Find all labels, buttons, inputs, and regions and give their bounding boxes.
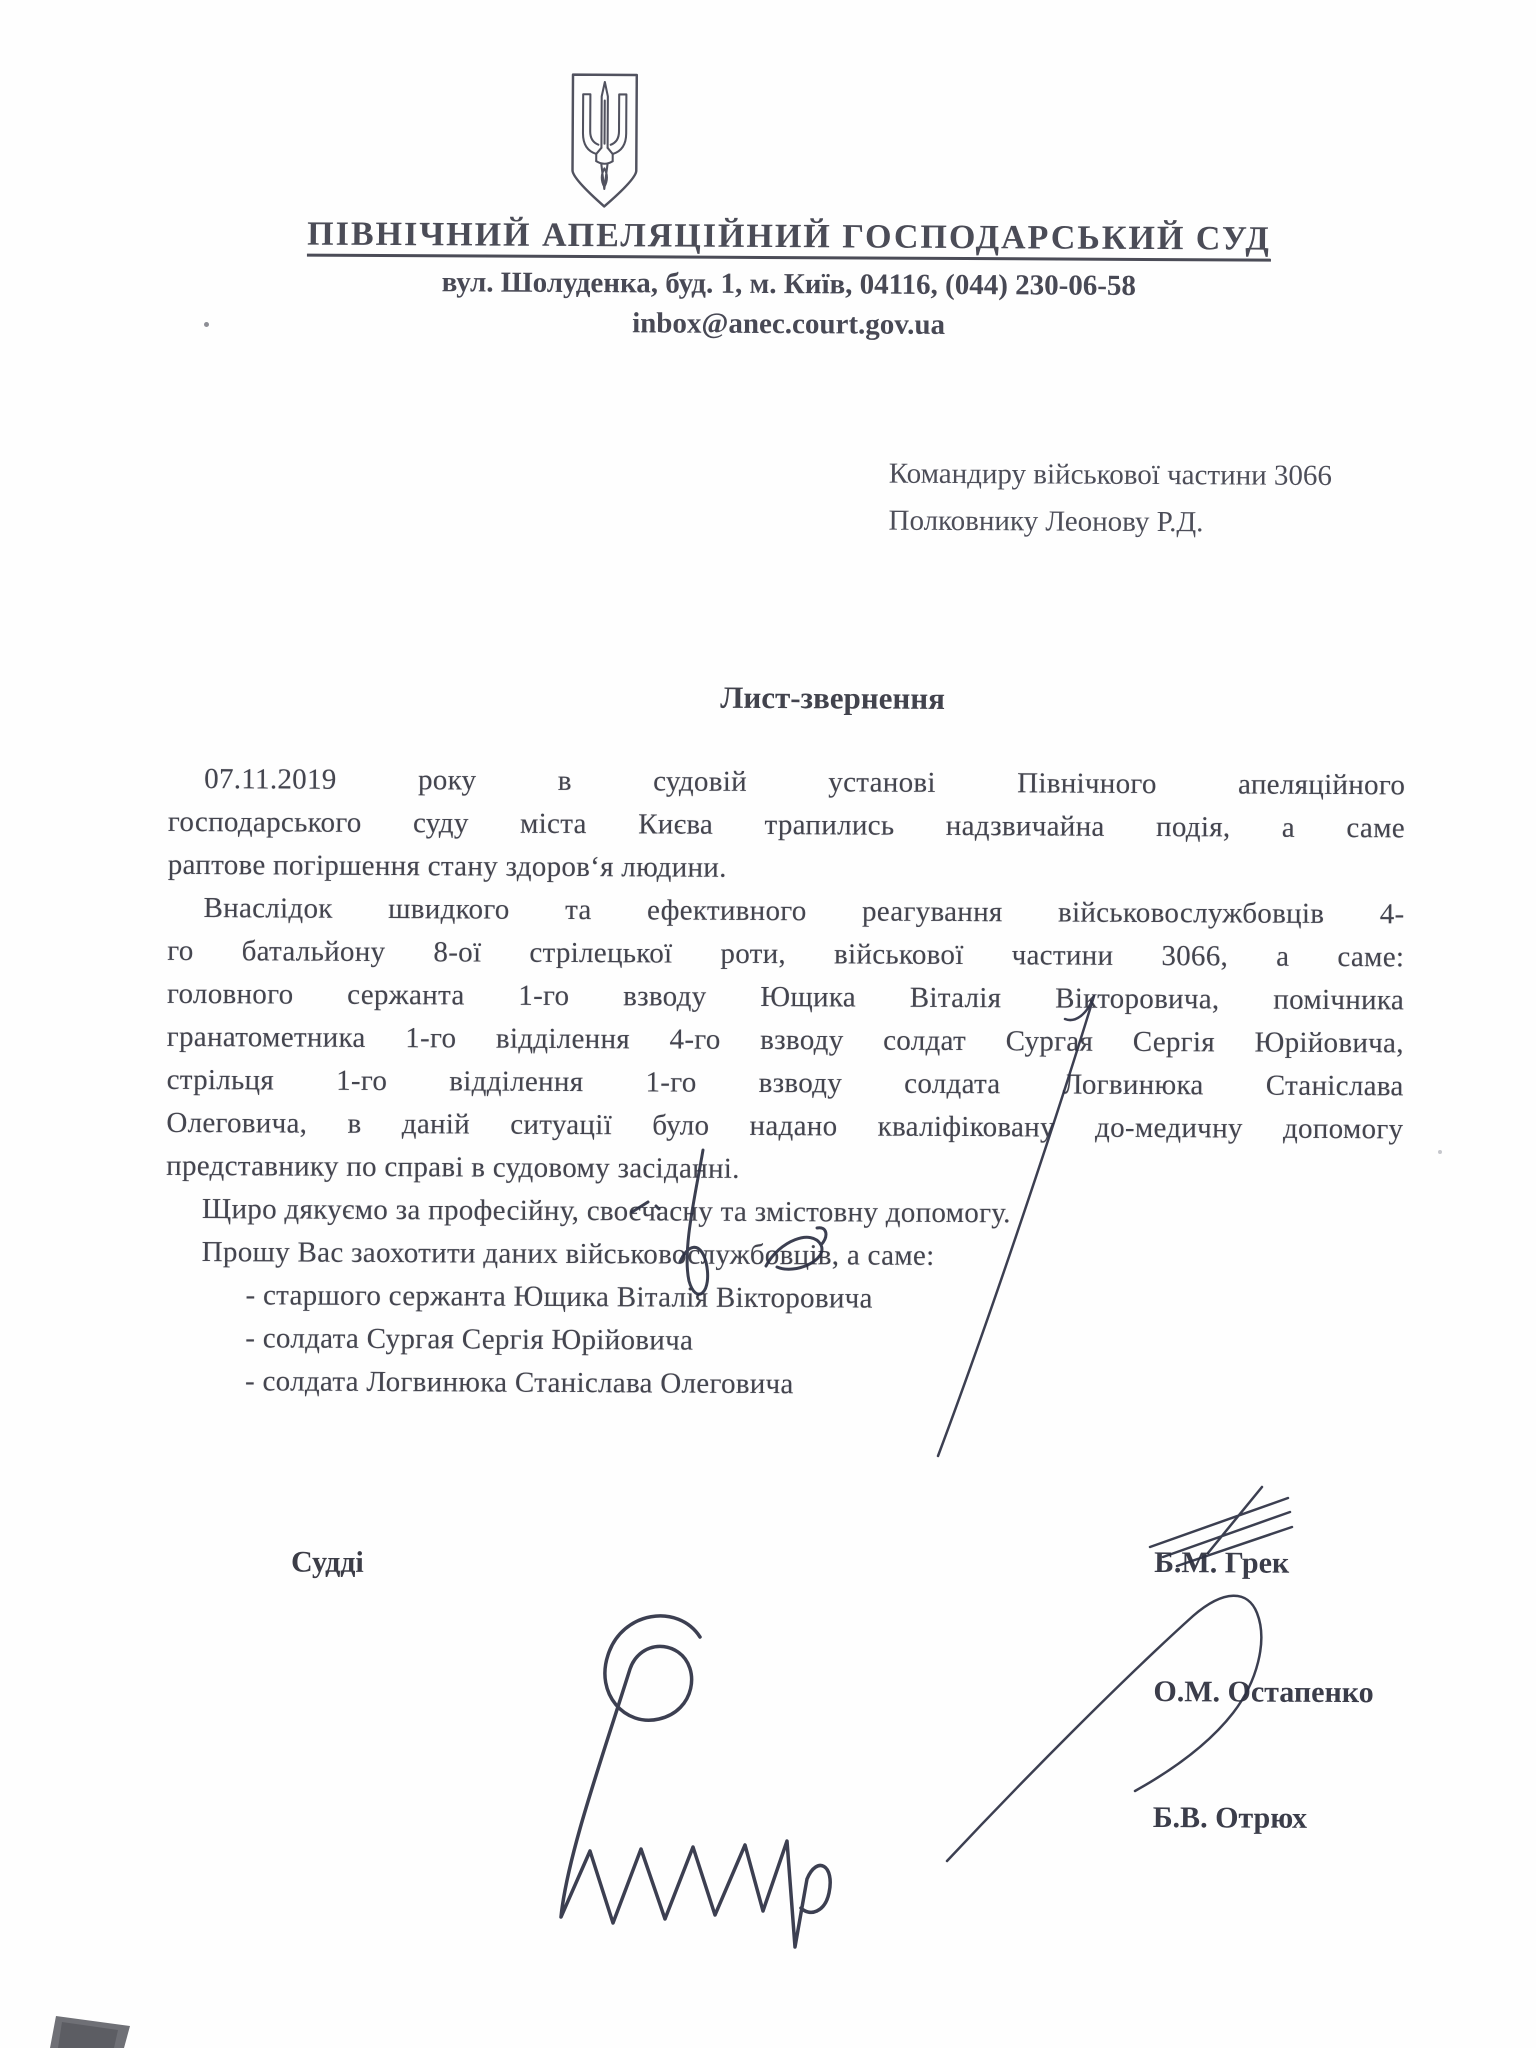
scan-speck <box>1438 1150 1442 1154</box>
body-line: Щиро дякуємо за професійну, своєчасну та змістовну допомогу. <box>201 1193 1011 1230</box>
body-line: господарського суду міста Києва трапились надзвичайна подія, а саме <box>167 805 1406 845</box>
recipient-line-1: Командиру військової частини 3066 <box>888 457 1333 492</box>
court-email: inbox@anec.court.gov.ua <box>632 307 946 341</box>
body-line: го батальйону 8-ої стрілецької роти, військової частини 3066, а саме: <box>167 934 1405 974</box>
document-title: Лист-звернення <box>720 679 946 716</box>
court-name-text: ПІВНІЧНИЙ АПЕЛЯЦІЙНИЙ ГОСПОДАРСЬКИЙ СУД <box>307 216 1271 262</box>
list-item: - старшого сержанта Ющика Віталія Вікторовича <box>245 1279 873 1315</box>
body-line: 07.11.2019 року в судовій установі Північного апеляційного <box>204 763 1406 802</box>
scan-corner-artifact <box>0 2008 160 2048</box>
body-line: представнику по справі в судовому засіданні. <box>166 1149 740 1185</box>
letter-body <box>165 758 1405 1409</box>
signer-name-grek: Б.М. Грек <box>1154 1546 1290 1580</box>
signer-name-otriukh: Б.В. Отрюх <box>1152 1801 1308 1835</box>
recipient-line-2: Полковнику Леонову Р.Д. <box>888 504 1204 539</box>
body-line: стрільця 1-го відділення 1-го взводу солдата Логвинюка Станіслава <box>166 1063 1404 1103</box>
body-line: Олеговича, в даній ситуації було надано кваліфіковану до-медичну допомогу <box>166 1106 1404 1146</box>
body-line: Прошу Вас заохотити даних військовослужбовців, а саме: <box>201 1236 935 1272</box>
list-item: - солдата Логвинюка Станіслава Олеговича <box>244 1365 794 1401</box>
list-item: - солдата Сургая Сергія Юрійовича <box>245 1322 694 1357</box>
body-line: Внаслідок швидкого та ефективного реагування військовослужбовців 4- <box>203 892 1405 931</box>
court-address-line: вул. Шолуденка, буд. 1, м. Київ, 04116, (044) 230-06-58 <box>441 266 1137 302</box>
trident-icon <box>568 71 641 211</box>
recipient-block <box>888 451 1332 547</box>
signer-name-ostapenko: О.М. Остапенко <box>1153 1675 1374 1710</box>
body-line: головного сержанта 1-го взводу Ющика Віталія Вікторовича, помічника <box>166 977 1405 1017</box>
body-line: гранатометника 1-го відділення 4-го взводу солдат Сургая Сергія Юрійовича, <box>166 1020 1404 1060</box>
scan-speck <box>204 322 209 327</box>
ukraine-trident-emblem <box>568 71 641 211</box>
body-line: раптове погіршення стану здоров‘я людини. <box>167 848 727 884</box>
court-name-heading <box>39 214 1536 260</box>
judges-label: Судді <box>291 1545 364 1579</box>
